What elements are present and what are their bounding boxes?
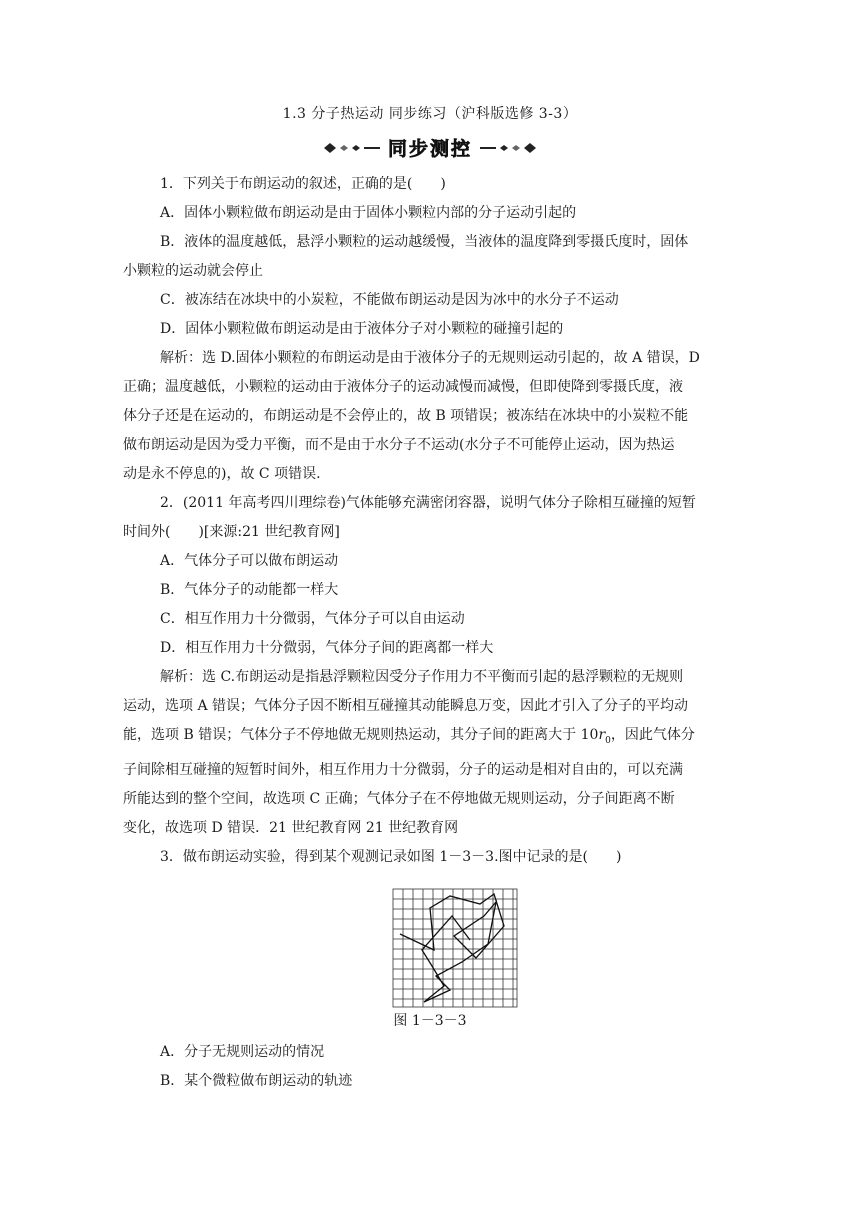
q1-answer-line3: 体分子还是在运动的，布朗运动是不会停止的，故 B 项错误；被冻结在冰块中的小炭粒不能 [123,408,689,424]
q1-option-d: D．固体小颗粒做布朗运动是由于液体分子对小颗粒的碰撞引起的 [160,321,564,337]
q2-option-c: C．相互作用力十分微弱，气体分子可以自由运动 [160,611,465,627]
q2-option-d: D．相互作用力十分微弱，气体分子间的距离都一样大 [160,640,494,656]
q1-stem: 1．下列关于布朗运动的叙述，正确的是( ) [160,176,446,192]
q1-answer-line4: 做布朗运动是因为受力平衡，而不是由于水分子不运动(水分子不可能停止运动，因为热运 [123,437,675,453]
q3-stem: 3．做布朗运动实验，得到某个观测记录如图 1－3－3.图中记录的是( ) [160,848,622,865]
q3-option-b: B．某个微粒做布朗运动的轨迹 [160,1073,353,1089]
q1-option-a: A．固体小颗粒做布朗运动是由于固体小颗粒内部的分子运动引起的 [160,205,577,221]
q2-stem-line1: 2．(2011 年高考四川理综卷)气体能够充满密闭容器，说明气体分子除相互碰撞的短暂 [160,495,696,511]
q1-answer-line1: 解析：选 D.固体小颗粒的布朗运动是由于液体分子的无规则运动引起的，故 A 错误，D [160,350,700,366]
q1-answer-line2: 正确；温度越低，小颗粒的运动由于液体分子的运动减慢而减慢，但即使降到零摄氏度，液 [123,379,683,395]
section-banner [320,136,540,160]
q2-answer-line3-text: 能，选项 B 错误；气体分子不停地做无规则热运动，其分子间的距离大于 10 [123,727,599,743]
q2-answer-line1: 解析：选 C.布朗运动是指悬浮颗粒因受分子作用力不平衡而引起的悬浮颗粒的无规则 [160,669,684,685]
brownian-grid-diagram [392,888,518,1008]
q2-stem-line2: 时间外( )[来源:21 世纪教育网] [123,524,340,540]
banner-text: 同步测控 [387,138,473,160]
q2-answer-line2: 运动，选项 A 错误；气体分子因不断相互碰撞其动能瞬息万变，因此才引入了分子的平均动 [123,698,689,714]
q3-option-a: A．分子无规则运动的情况 [160,1044,325,1060]
r-subscript: 0 [605,735,611,746]
diamond-ornament-right-icon [500,143,536,153]
trajectory-path [400,894,504,1002]
q1-option-b-line2: 小颗粒的运动就会停止 [123,263,263,279]
q2-option-b: B．气体分子的动能都一样大 [160,582,339,598]
q2-answer-line3 [123,721,743,756]
page-title: 1.3 分子热运动 同步练习（沪科版选修 3-3） [282,106,578,122]
q2-answer-line5: 所能达到的整个空间，故选项 C 正确；气体分子在不停地做无规则运动，分子间距离不断 [123,790,675,807]
q2-answer-line6: 变化，故选项 D 错误．21 世纪教育网 21 世纪教育网 [123,819,459,836]
diamond-ornament-left-icon [324,143,360,153]
q2-answer-line4: 子间除相互碰撞的短暂时间外，相互作用力十分微弱，分子的运动是相对自由的，可以充满 [123,761,683,778]
q1-option-b-line1: B．液体的温度越低，悬浮小颗粒的运动越缓慢，当液体的温度降到零摄氏度时，固体 [160,234,689,250]
brownian-motion-figure [392,888,518,1008]
q2-option-a: A．气体分子可以做布朗运动 [160,553,339,569]
q1-answer-line5: 动是永不停息的)，故 C 项错误. [123,466,321,482]
figure-caption: 图 1－3－3 [393,1013,467,1029]
q2-answer-line3-tail: ，因此气体分 [610,727,695,743]
r-symbol: r [598,727,606,743]
q1-option-c: C．被冻结在冰块中的小炭粒，不能做布朗运动是因为冰中的水分子不运动 [160,292,619,308]
